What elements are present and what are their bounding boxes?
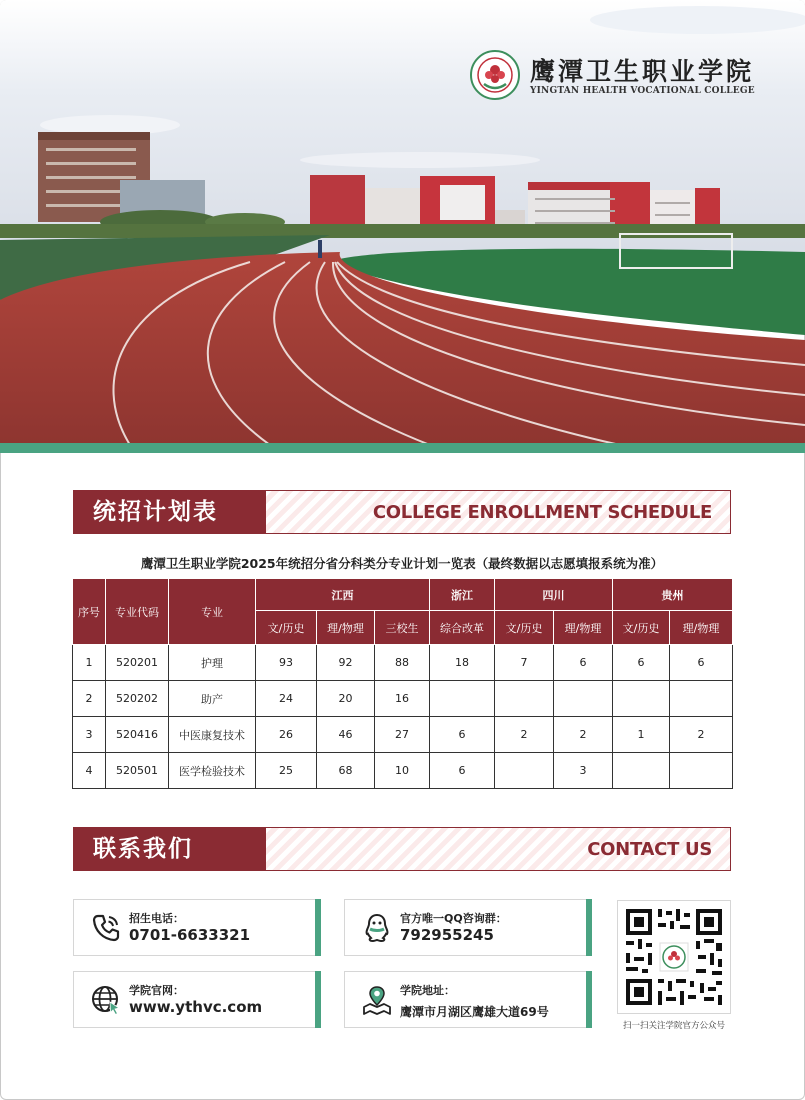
address-card[interactable]: [344, 971, 592, 1028]
table-row: [73, 717, 733, 753]
enrollment-banner: [73, 490, 731, 534]
map-pin-icon: [361, 984, 393, 1016]
cell-value: 2: [554, 717, 613, 753]
cell-value: 26: [256, 717, 317, 753]
qq-number[interactable]: 792955245: [400, 926, 494, 944]
cell-value: 6: [554, 645, 613, 681]
header-code: 专业代码: [106, 579, 169, 645]
cell-value: 46: [317, 717, 375, 753]
cell-value: [495, 681, 554, 717]
college-seal-icon: [470, 50, 520, 100]
cell-value: 1: [613, 717, 670, 753]
cell-value: 6: [430, 753, 495, 789]
table-row: [73, 753, 733, 789]
header-subject: 理/物理: [317, 611, 375, 645]
college-logo: [470, 50, 755, 100]
qq-label: 官方唯一QQ咨询群：: [400, 912, 507, 925]
cell-value: 25: [256, 753, 317, 789]
cell-code: 520416: [106, 717, 169, 753]
cell-major: 护理: [169, 645, 256, 681]
header-subject: 三校生: [375, 611, 430, 645]
cell-value: 18: [430, 645, 495, 681]
cell-value: 2: [670, 717, 733, 753]
qq-card[interactable]: [344, 899, 592, 956]
enrollment-title-en: COLLEGE ENROLLMENT SCHEDULE: [372, 502, 712, 523]
cell-major: 中医康复技术: [169, 717, 256, 753]
header-province: 贵州: [613, 579, 733, 611]
cell-code: 520201: [106, 645, 169, 681]
website-url[interactable]: www.ythvc.com: [129, 998, 263, 1016]
accent-stripe: [0, 443, 805, 453]
qr-code[interactable]: [617, 900, 731, 1014]
cell-value: [430, 681, 495, 717]
phone-number[interactable]: 0701-6633321: [129, 926, 251, 944]
cell-major: 医学检验技术: [169, 753, 256, 789]
cell-code: 520202: [106, 681, 169, 717]
cell-value: 2: [495, 717, 554, 753]
header-province: 江西: [256, 579, 430, 611]
table-row: [73, 645, 733, 681]
cell-value: 68: [317, 753, 375, 789]
contact-banner: [73, 827, 731, 871]
card-accent: [586, 899, 592, 956]
cell-seq: 1: [73, 645, 106, 681]
qq-icon: [361, 912, 393, 944]
college-name-cn: 鹰潭卫生职业学院: [530, 57, 755, 86]
phone-card[interactable]: [73, 899, 321, 956]
cell-value: 6: [430, 717, 495, 753]
address-label: 学院地址：: [400, 984, 455, 997]
qr-caption: 扫一扫关注学院官方公众号: [622, 1021, 725, 1031]
cell-value: [554, 681, 613, 717]
table-row: [73, 681, 733, 717]
contact-title-cn: 联系我们: [73, 827, 266, 871]
qr-code-icon: [618, 901, 730, 1013]
card-accent: [315, 899, 321, 956]
contact-title-en: CONTACT US: [587, 839, 712, 860]
card-accent: [586, 971, 592, 1028]
cell-seq: 2: [73, 681, 106, 717]
cell-seq: 4: [73, 753, 106, 789]
cell-value: 6: [670, 645, 733, 681]
cell-value: 16: [375, 681, 430, 717]
header-subject: 综合改革: [430, 611, 495, 645]
cell-value: 20: [317, 681, 375, 717]
cell-value: [613, 753, 670, 789]
cell-seq: 3: [73, 717, 106, 753]
enrollment-title-cn: 统招计划表: [73, 490, 266, 534]
cell-major: 助产: [169, 681, 256, 717]
cell-code: 520501: [106, 753, 169, 789]
cell-value: [613, 681, 670, 717]
table-caption: 鹰潭卫生职业学院2025年统招分省分科类分专业计划一览表（最终数据以志愿填报系统为准）: [140, 556, 664, 571]
header-province: 四川: [495, 579, 613, 611]
address-text[interactable]: 鹰潭市月湖区鹰雄大道69号: [400, 1005, 549, 1019]
card-accent: [315, 971, 321, 1028]
website-label: 学院官网：: [129, 984, 184, 997]
phone-icon: [90, 912, 122, 944]
cell-value: 88: [375, 645, 430, 681]
header-subject: 文/历史: [495, 611, 554, 645]
enrollment-table: [72, 578, 733, 789]
cell-value: [670, 753, 733, 789]
header-subject: 文/历史: [613, 611, 670, 645]
cell-value: [670, 681, 733, 717]
cell-value: 24: [256, 681, 317, 717]
header-major: 专业: [169, 579, 256, 645]
cell-value: 92: [317, 645, 375, 681]
cell-value: 6: [613, 645, 670, 681]
cell-value: 3: [554, 753, 613, 789]
header-subject: 理/物理: [554, 611, 613, 645]
globe-icon: [90, 984, 122, 1016]
cell-value: [495, 753, 554, 789]
header-seq: 序号: [73, 579, 106, 645]
cell-value: 10: [375, 753, 430, 789]
header-subject: 文/历史: [256, 611, 317, 645]
header-subject: 理/物理: [670, 611, 733, 645]
cell-value: 27: [375, 717, 430, 753]
cell-value: 93: [256, 645, 317, 681]
header-province: 浙江: [430, 579, 495, 611]
website-card[interactable]: [73, 971, 321, 1028]
phone-label: 招生电话：: [129, 912, 184, 925]
college-name-en: YINGTAN HEALTH VOCATIONAL COLLEGE: [530, 86, 755, 96]
cell-value: 7: [495, 645, 554, 681]
